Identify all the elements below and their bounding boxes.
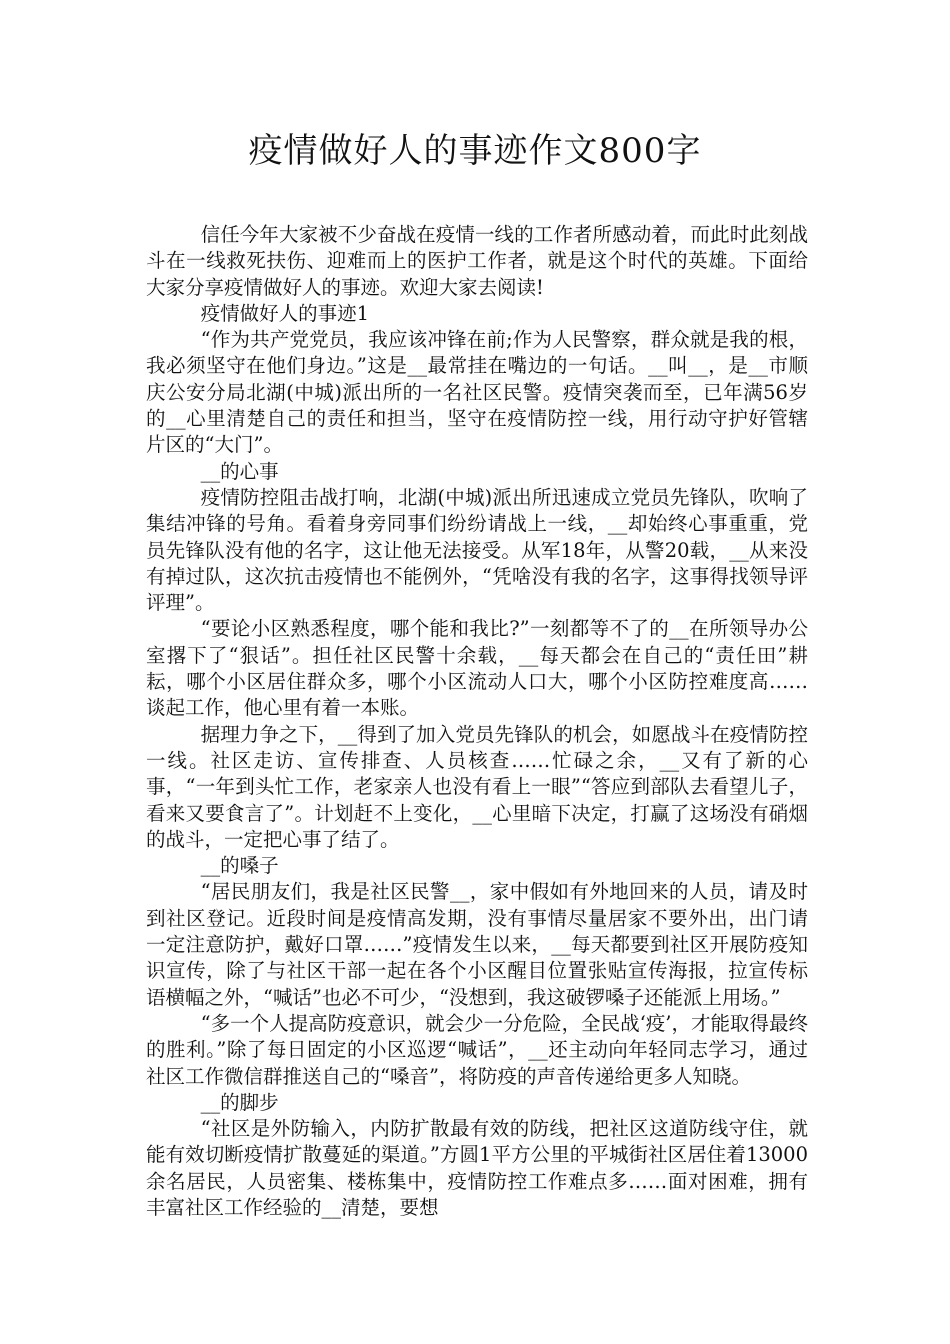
- paragraph: “多一个人提高防疫意识，就会少一分危险，全民战‘疫’，才能取得最终的胜利。”除了每日固定的小区巡逻“喊话”，__还主动向年轻同志学习，通过社区工作微信群推送自己的“嗓音”，将防疫的声音传递给更多人知晓。: [146, 1011, 808, 1088]
- subheading-voice: __的嗓子: [200, 854, 279, 878]
- section-heading-1: 疫情做好人的事迹1: [200, 301, 370, 325]
- paragraph-intro: 信任今年大家被不少奋战在疫情一线的工作者所感动着，而此时此刻战斗在一线救死扶伤、迎难而上的医护工作者，就是这个时代的英雄。下面给大家分享疫情做好人的事迹。欢迎大家去阅读!: [146, 223, 808, 299]
- paragraph: 据理力争之下，__得到了加入党员先锋队的机会，如愿战斗在疫情防控一线。社区走访、宣传排查、人员核查……忙碌之余，__又有了新的心事，“一年到头忙工作，老家亲人也没有看上一眼”“答应到部队去看望儿子，看来又要食言了”。计划赶不上变化，__心里暗下决定，打赢了这场没有硝烟的战斗，一定把心事了结了。: [146, 722, 808, 851]
- document-body: [146, 222, 808, 1221]
- paragraph: 疫情防控阻击战打响，北湖(中城)派出所迅速成立党员先锋队，吹响了集结冲锋的号角。看着身旁同事们纷纷请战上一线，__却始终心事重重，党员先锋队没有他的名字，这让他无法接受。从军18年，从警20载，__从来没有掉过队，这次抗击疫情也不能例外，“凭啥没有我的名字，这事得找领导评评理”。: [146, 485, 808, 615]
- document-title: 疫情做好人的事迹作文800字: [248, 131, 702, 171]
- paragraph: “居民朋友们，我是社区民警__，家中假如有外地回来的人员，请及时到社区登记。近段时间是疫情高发期，没有事情尽量居家不要外出，出门请一定注意防护，戴好口罩……”疫情发生以来，__每天都要到社区开展防疫知识宣传，除了与社区干部一起在各个小区醒目位置张贴宣传海报，拉宣传标语横幅之外，“喊话”也必不可少，“没想到，我这破锣嗓子还能派上用场。”: [146, 880, 808, 1009]
- paragraph: “社区是外防输入，内防扩散最有效的防线，把社区这道防线守住，就能有效切断疫情扩散蔓延的渠道。”方圆1平方公里的平城街社区居住着13000余名居民，人员密集、楼栋集中，疫情防控工作难点多……面对困难，拥有丰富社区工作经验的__清楚，要想: [146, 1117, 808, 1219]
- subheading-heart: __的心事: [200, 459, 279, 483]
- paragraph: “要论小区熟悉程度，哪个能和我比?”一刻都等不了的__在所领导办公室撂下了“狠话”。担任社区民警十余载，__每天都会在自己的“责任田”耕耘，哪个小区居住群众多，哪个小区流动人口大，哪个小区防控难度高……谈起工作，他心里有着一本账。: [146, 617, 808, 720]
- paragraph: “作为共产党党员，我应该冲锋在前;作为人民警察，群众就是我的根，我必须坚守在他们身边。”这是__最常挂在嘴边的一句话。__叫__，是__市顺庆公安分局北湖(中城)派出所的一名社区民警。疫情突袭而至，已年满56岁的__心里清楚自己的责任和担当，坚守在疫情防控一线，用行动守护好管辖片区的“大门”。: [146, 328, 808, 457]
- subheading-steps: __的脚步: [200, 1090, 279, 1114]
